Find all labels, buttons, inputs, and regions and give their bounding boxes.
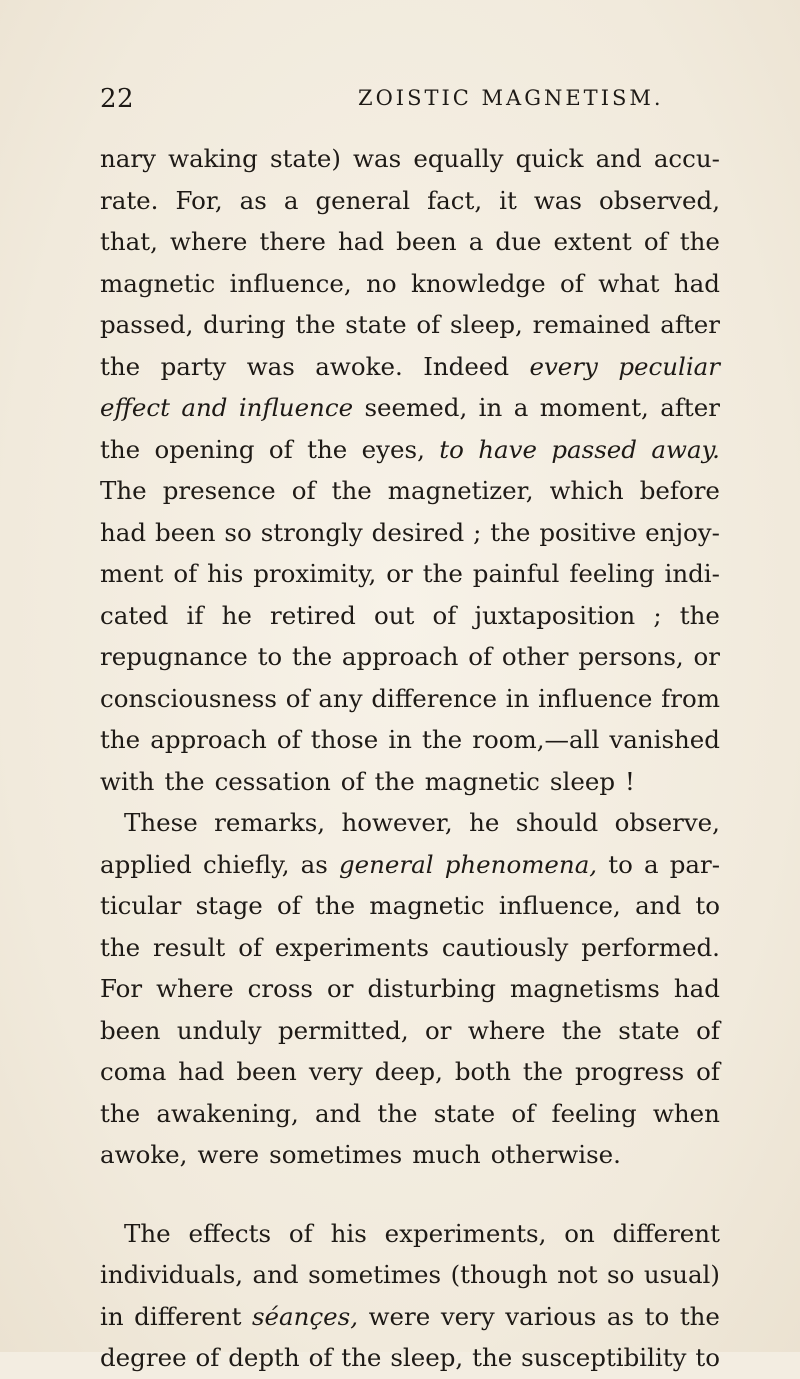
word: state — [618, 1015, 680, 1045]
word: magnetic — [369, 891, 485, 920]
word: the — [679, 1301, 720, 1331]
word: feeling — [569, 559, 655, 588]
text-line — [100, 844, 720, 886]
word: consciousness — [100, 683, 277, 713]
word: rate. — [100, 185, 159, 215]
word: ment — [100, 559, 164, 588]
word: the — [561, 1015, 602, 1045]
word: different — [134, 1301, 242, 1331]
word: sleep — [549, 766, 615, 796]
word: however, — [341, 808, 453, 837]
word: different — [612, 1218, 720, 1248]
text-line — [100, 553, 720, 595]
word: in — [505, 683, 530, 713]
text-line — [100, 429, 720, 471]
word: state) — [269, 144, 341, 173]
paragraph — [100, 138, 720, 802]
word: of — [285, 683, 310, 713]
word: performed. — [581, 932, 720, 962]
word: of — [560, 268, 584, 298]
word: he — [221, 600, 252, 630]
word: his — [207, 559, 244, 588]
word: strongly — [260, 517, 363, 547]
word: general — [338, 849, 434, 879]
word: a — [283, 185, 299, 215]
word: had — [100, 517, 147, 547]
text-line — [100, 304, 720, 346]
text-line — [100, 885, 720, 927]
word: very — [440, 1301, 495, 1331]
word: These — [124, 808, 198, 837]
word: in — [388, 725, 412, 754]
word: the — [100, 434, 141, 464]
word: where — [169, 227, 248, 256]
word: after — [660, 310, 720, 339]
word: so — [607, 1260, 635, 1289]
word: the — [422, 725, 463, 754]
word: of — [238, 932, 263, 962]
word: of — [468, 642, 493, 671]
word: was — [353, 144, 402, 173]
word: after — [660, 393, 720, 422]
word: passed — [551, 434, 637, 464]
page-number: 22 — [100, 84, 135, 114]
word: magnetizer, — [387, 476, 534, 505]
word: feeling — [551, 1098, 637, 1128]
word: a — [513, 393, 529, 422]
word: the — [315, 891, 356, 920]
word: the — [331, 476, 372, 505]
word: influence — [238, 393, 354, 422]
word: of — [195, 1343, 220, 1372]
word: before — [639, 476, 720, 505]
word: or — [425, 1015, 452, 1045]
word: fact, — [427, 185, 483, 215]
word: or — [327, 974, 354, 1003]
word: where — [467, 1015, 546, 1045]
word: the — [100, 351, 141, 381]
word: of — [696, 1015, 720, 1045]
word: room,—all — [472, 725, 600, 754]
word: knowledge — [411, 268, 546, 298]
word: vanished — [609, 725, 720, 754]
word: of — [288, 1218, 313, 1248]
word: influence, — [229, 268, 352, 298]
word: individuals, — [100, 1260, 244, 1289]
paragraph — [100, 802, 720, 1176]
word: the — [679, 600, 720, 630]
word: every — [529, 351, 598, 381]
word: applied — [100, 849, 192, 879]
word: cautiously — [441, 932, 569, 962]
word: effect — [100, 393, 170, 422]
word: with — [100, 766, 155, 796]
word: as — [239, 185, 267, 215]
word: experiments — [274, 932, 429, 962]
word: sometimes — [269, 1140, 403, 1169]
word: as — [300, 849, 328, 879]
word: to — [644, 1301, 670, 1331]
word: should — [515, 808, 599, 837]
word: to — [608, 849, 633, 879]
word: was — [533, 185, 582, 215]
word: away. — [651, 434, 720, 464]
word: had — [337, 227, 385, 256]
text-line — [100, 968, 720, 1010]
word: and — [315, 1098, 362, 1128]
word: and — [595, 144, 642, 173]
word: of — [696, 1057, 720, 1086]
word: or — [386, 559, 413, 588]
word: the — [374, 766, 415, 796]
word: in — [100, 1301, 124, 1331]
word: and — [181, 393, 228, 422]
word: For — [100, 974, 143, 1003]
word: remained — [532, 310, 651, 339]
word: chiefly, — [202, 849, 290, 879]
word: so — [224, 517, 252, 547]
word: cessation — [214, 766, 331, 796]
text-line — [100, 761, 720, 803]
word: sleep, — [390, 1343, 464, 1372]
word: a — [643, 849, 659, 879]
text-line — [100, 1093, 720, 1135]
word: ; — [473, 517, 482, 547]
word: general — [315, 185, 411, 215]
word: the — [341, 1343, 382, 1372]
word: he — [469, 808, 500, 837]
word: to — [695, 1343, 720, 1372]
word: were — [197, 1140, 260, 1169]
text-line — [100, 387, 720, 429]
text-line — [100, 1051, 720, 1093]
word: seemed, — [364, 393, 468, 422]
text-line — [100, 346, 720, 388]
word: cross — [247, 974, 313, 1003]
word: of — [511, 1098, 536, 1128]
word: the — [100, 1098, 141, 1128]
word: degree — [100, 1343, 187, 1372]
word: of — [643, 227, 668, 256]
word: been — [396, 227, 457, 256]
word: accu- — [653, 144, 720, 173]
word: as — [606, 1301, 635, 1331]
text-line — [100, 1010, 720, 1052]
word: there — [259, 227, 326, 256]
word: what — [598, 268, 660, 298]
word: desired — [371, 517, 465, 547]
word: permitted, — [277, 1015, 409, 1045]
text-line — [100, 221, 720, 263]
word: any — [318, 683, 363, 713]
word: remarks, — [214, 808, 326, 837]
word: ; — [653, 600, 662, 630]
word: persons, — [578, 642, 684, 671]
word: it — [499, 185, 517, 215]
word: where — [156, 974, 234, 1003]
text-line — [100, 512, 720, 554]
word: been — [100, 1015, 161, 1045]
word: disturbing — [367, 974, 496, 1003]
word: party — [160, 351, 227, 381]
text-line — [100, 802, 720, 844]
word: magnetic — [100, 268, 216, 298]
word: no — [366, 268, 397, 298]
page-header — [100, 84, 720, 118]
word: presence — [162, 476, 276, 505]
paragraph-gap — [100, 1176, 720, 1213]
word: phenomena, — [444, 849, 598, 879]
word: painful — [472, 559, 560, 588]
word: enjoy- — [645, 517, 720, 547]
word: had — [673, 974, 720, 1003]
word: of — [277, 891, 301, 920]
word: approach — [341, 642, 459, 671]
word: magnetisms — [509, 974, 660, 1003]
word: both — [454, 1057, 511, 1086]
word: passed, — [100, 310, 194, 339]
word: the — [307, 434, 348, 464]
word: The — [100, 476, 147, 505]
word: awakening, — [156, 1098, 299, 1128]
word: of — [291, 476, 316, 505]
word: when — [652, 1098, 720, 1128]
word: to — [257, 642, 283, 671]
word: progress — [575, 1057, 685, 1086]
word: the — [295, 310, 336, 339]
word: ticular — [100, 891, 182, 920]
word: to — [695, 891, 720, 920]
word: been — [236, 1057, 297, 1086]
running-head: ZOISTIC MAGNETISM. — [358, 86, 664, 110]
paragraph — [100, 1213, 720, 1379]
word: result — [153, 932, 226, 962]
word: had — [673, 268, 720, 298]
text-line — [100, 1254, 720, 1296]
text-line — [100, 138, 720, 180]
word: observed, — [598, 185, 720, 215]
word: susceptibility — [521, 1343, 687, 1372]
word: his — [330, 1218, 367, 1248]
text-line — [100, 263, 720, 305]
text-line — [100, 180, 720, 222]
word: or — [693, 642, 720, 671]
word: repugnance — [100, 642, 248, 671]
word: peculiar — [618, 351, 720, 381]
word: from — [661, 683, 720, 713]
word: a — [468, 227, 484, 256]
word: the — [422, 559, 463, 588]
word: usual) — [643, 1260, 720, 1289]
text-line — [100, 1337, 720, 1379]
word: influence — [538, 683, 653, 713]
word: to — [439, 434, 464, 464]
word: difference — [371, 683, 497, 713]
text-line — [100, 595, 720, 637]
word: For, — [175, 185, 223, 215]
word: state — [345, 310, 407, 339]
word: magnetic — [424, 766, 540, 796]
word: various — [505, 1301, 597, 1331]
word: much — [412, 1140, 481, 1169]
word: the — [100, 932, 141, 962]
word: out — [373, 600, 415, 630]
word: stage — [195, 891, 263, 920]
body-text — [100, 138, 720, 1379]
word: unduly — [176, 1015, 262, 1045]
word: the — [522, 1057, 564, 1086]
word: proximity, — [253, 559, 377, 588]
text-line — [100, 1134, 720, 1176]
word: of — [432, 600, 457, 630]
word: and — [252, 1260, 299, 1289]
word: ! — [625, 766, 635, 796]
word: sometimes — [308, 1260, 442, 1289]
text-line — [100, 927, 720, 969]
word: waking — [168, 144, 258, 173]
word: quick — [515, 144, 584, 173]
word: sleep, — [449, 310, 523, 339]
word: that, — [100, 227, 158, 256]
word: of — [340, 766, 365, 796]
word: the — [472, 1343, 513, 1372]
word: during — [203, 310, 286, 339]
word: juxtaposition — [474, 600, 636, 630]
word: of — [276, 725, 301, 754]
word: was — [246, 351, 295, 381]
word: the — [679, 227, 720, 256]
word: the — [291, 642, 333, 671]
word: approach — [150, 725, 267, 754]
word: positive — [539, 517, 637, 547]
text-line — [100, 1213, 720, 1255]
word: cated — [100, 600, 169, 630]
word: of — [173, 559, 198, 588]
word: opening — [154, 434, 255, 464]
word: séançes, — [251, 1301, 359, 1331]
word: coma — [100, 1057, 167, 1086]
word: of — [308, 1343, 333, 1372]
word: otherwise. — [490, 1140, 621, 1169]
word: those — [310, 725, 379, 754]
word: experiments, — [384, 1218, 547, 1248]
word: deep, — [374, 1057, 443, 1086]
word: effects — [188, 1218, 272, 1248]
word: due — [495, 227, 542, 256]
text-line — [100, 719, 720, 761]
word: been — [155, 517, 216, 547]
word: influence, — [498, 891, 621, 920]
word: retired — [270, 600, 356, 630]
word: in — [478, 393, 503, 422]
text-line — [100, 636, 720, 678]
word: state — [433, 1098, 496, 1128]
word: had — [178, 1057, 225, 1086]
word: nary — [100, 144, 156, 173]
word: of — [416, 310, 441, 339]
word: extent — [553, 227, 632, 256]
text-line — [100, 470, 720, 512]
word: (though — [450, 1260, 548, 1289]
word: have — [478, 434, 537, 464]
word: observe, — [614, 808, 720, 837]
word: The — [124, 1218, 171, 1248]
word: the — [490, 517, 531, 547]
text-line — [100, 678, 720, 720]
word: equally — [413, 144, 504, 173]
word: the — [100, 725, 141, 754]
word: the — [164, 766, 205, 796]
text-line — [100, 1296, 720, 1338]
word: and — [635, 891, 682, 920]
word: the — [377, 1098, 418, 1128]
word: were — [368, 1301, 431, 1331]
word: par- — [669, 849, 720, 879]
word: if — [186, 600, 204, 630]
word: awoke, — [100, 1140, 188, 1169]
word: moment, — [539, 393, 649, 422]
word: depth — [228, 1343, 300, 1372]
word: not — [557, 1260, 598, 1289]
word: awoke. — [315, 351, 403, 381]
word: Indeed — [423, 351, 510, 381]
word: of — [268, 434, 293, 464]
word: indi- — [664, 559, 720, 588]
word: other — [501, 642, 569, 671]
word: eyes, — [361, 434, 425, 464]
word: on — [564, 1218, 595, 1248]
word: very — [308, 1057, 363, 1086]
word: which — [549, 476, 624, 505]
